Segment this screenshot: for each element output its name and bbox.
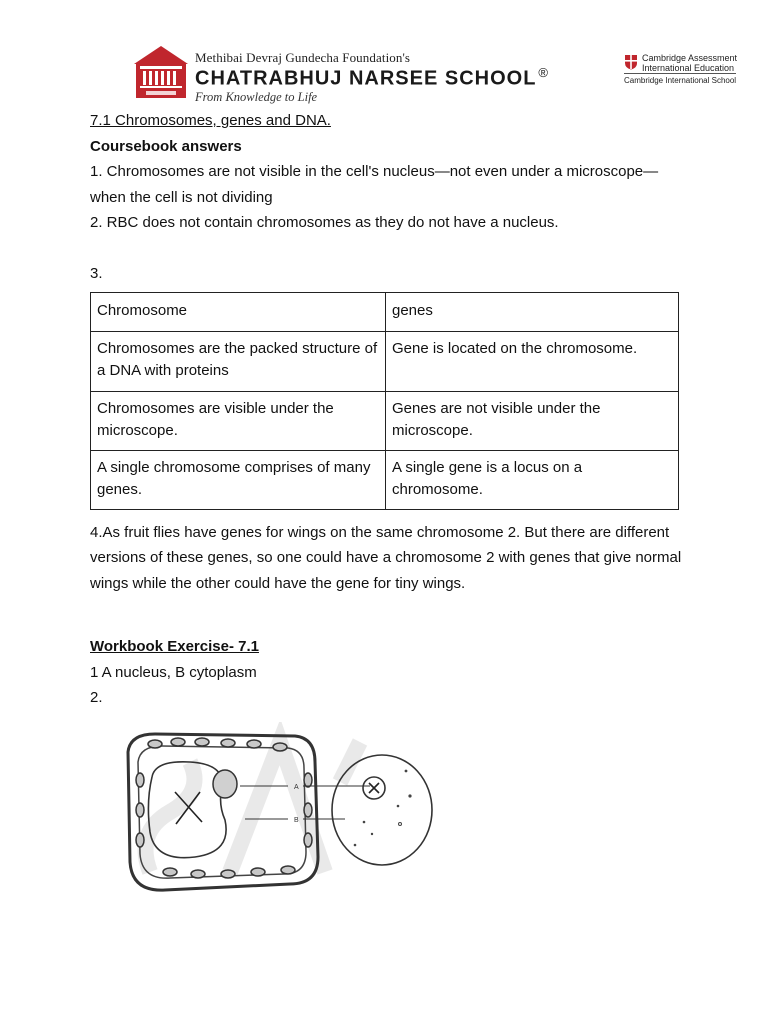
table-header-cell: genes xyxy=(386,293,679,332)
cambridge-subtitle: Cambridge International School xyxy=(624,76,737,85)
answer-3-label: 3. xyxy=(90,264,103,282)
workbook-answer-2-label: 2. xyxy=(90,689,103,706)
school-logo xyxy=(132,44,190,100)
animal-nucleus-x-mark xyxy=(369,783,379,793)
school-tagline: From Knowledge to Life xyxy=(195,89,318,104)
school-name: CHATRABHUJ NARSEE SCHOOL ® xyxy=(195,65,550,90)
table-cell: Gene is located on the chromosome. xyxy=(386,331,679,391)
table-cell: A single chromosome comprises of many genes. xyxy=(91,450,386,509)
comparison-table xyxy=(90,292,679,510)
cell-diagram xyxy=(110,722,460,897)
animal-cell xyxy=(332,755,432,865)
answer-2: 2. RBC does not contain chromosomes as they do not have a nucleus. xyxy=(90,214,559,231)
document-body xyxy=(90,108,690,711)
diagram-label-b: B xyxy=(294,817,299,824)
coursebook-heading: Coursebook answers xyxy=(90,137,242,155)
table-row xyxy=(91,450,679,509)
cambridge-shield-icon xyxy=(624,54,638,70)
diagram-label-a: A xyxy=(294,784,299,791)
workbook-answer-1: 1 A nucleus, B cytoplasm xyxy=(90,663,257,681)
table-row xyxy=(91,391,679,450)
table-header-cell: Chromosome xyxy=(91,293,386,332)
registered-mark: ® xyxy=(538,65,550,80)
cell-diagram-figure xyxy=(110,722,460,897)
table-header-row xyxy=(91,293,679,332)
answer-4: 4.As fruit flies have genes for wings on the same chromosome 2. But there are different versions of these genes, so one could have a chromosome 2 with genes that give normal wings while the other could have the gene for tiny wings. xyxy=(90,523,682,592)
answer-1: 1. Chromosomes are not visible in the cell's nucleus—not even under a microscope—when the cell is not dividing xyxy=(90,163,659,206)
cambridge-divider xyxy=(624,73,736,74)
table-row xyxy=(91,331,679,391)
table-cell: Chromosomes are the packed structure of a DNA with proteins xyxy=(91,331,386,391)
plant-nucleus xyxy=(213,770,237,798)
page-header xyxy=(0,0,768,110)
section-title: 7.1 Chromosomes, genes and DNA. xyxy=(90,112,331,129)
school-text-block xyxy=(195,50,549,105)
workbook-heading: Workbook Exercise- 7.1 xyxy=(90,638,259,655)
table-cell: A single gene is a locus on a chromosome. xyxy=(386,450,679,509)
cambridge-text: Cambridge Assessment International Education xyxy=(642,53,738,73)
foundation-name: Methibai Devraj Gundecha Foundation's xyxy=(195,50,411,65)
table-cell: Chromosomes are visible under the microscope. xyxy=(91,391,386,450)
table-cell: Genes are not visible under the microscope. xyxy=(386,391,679,450)
